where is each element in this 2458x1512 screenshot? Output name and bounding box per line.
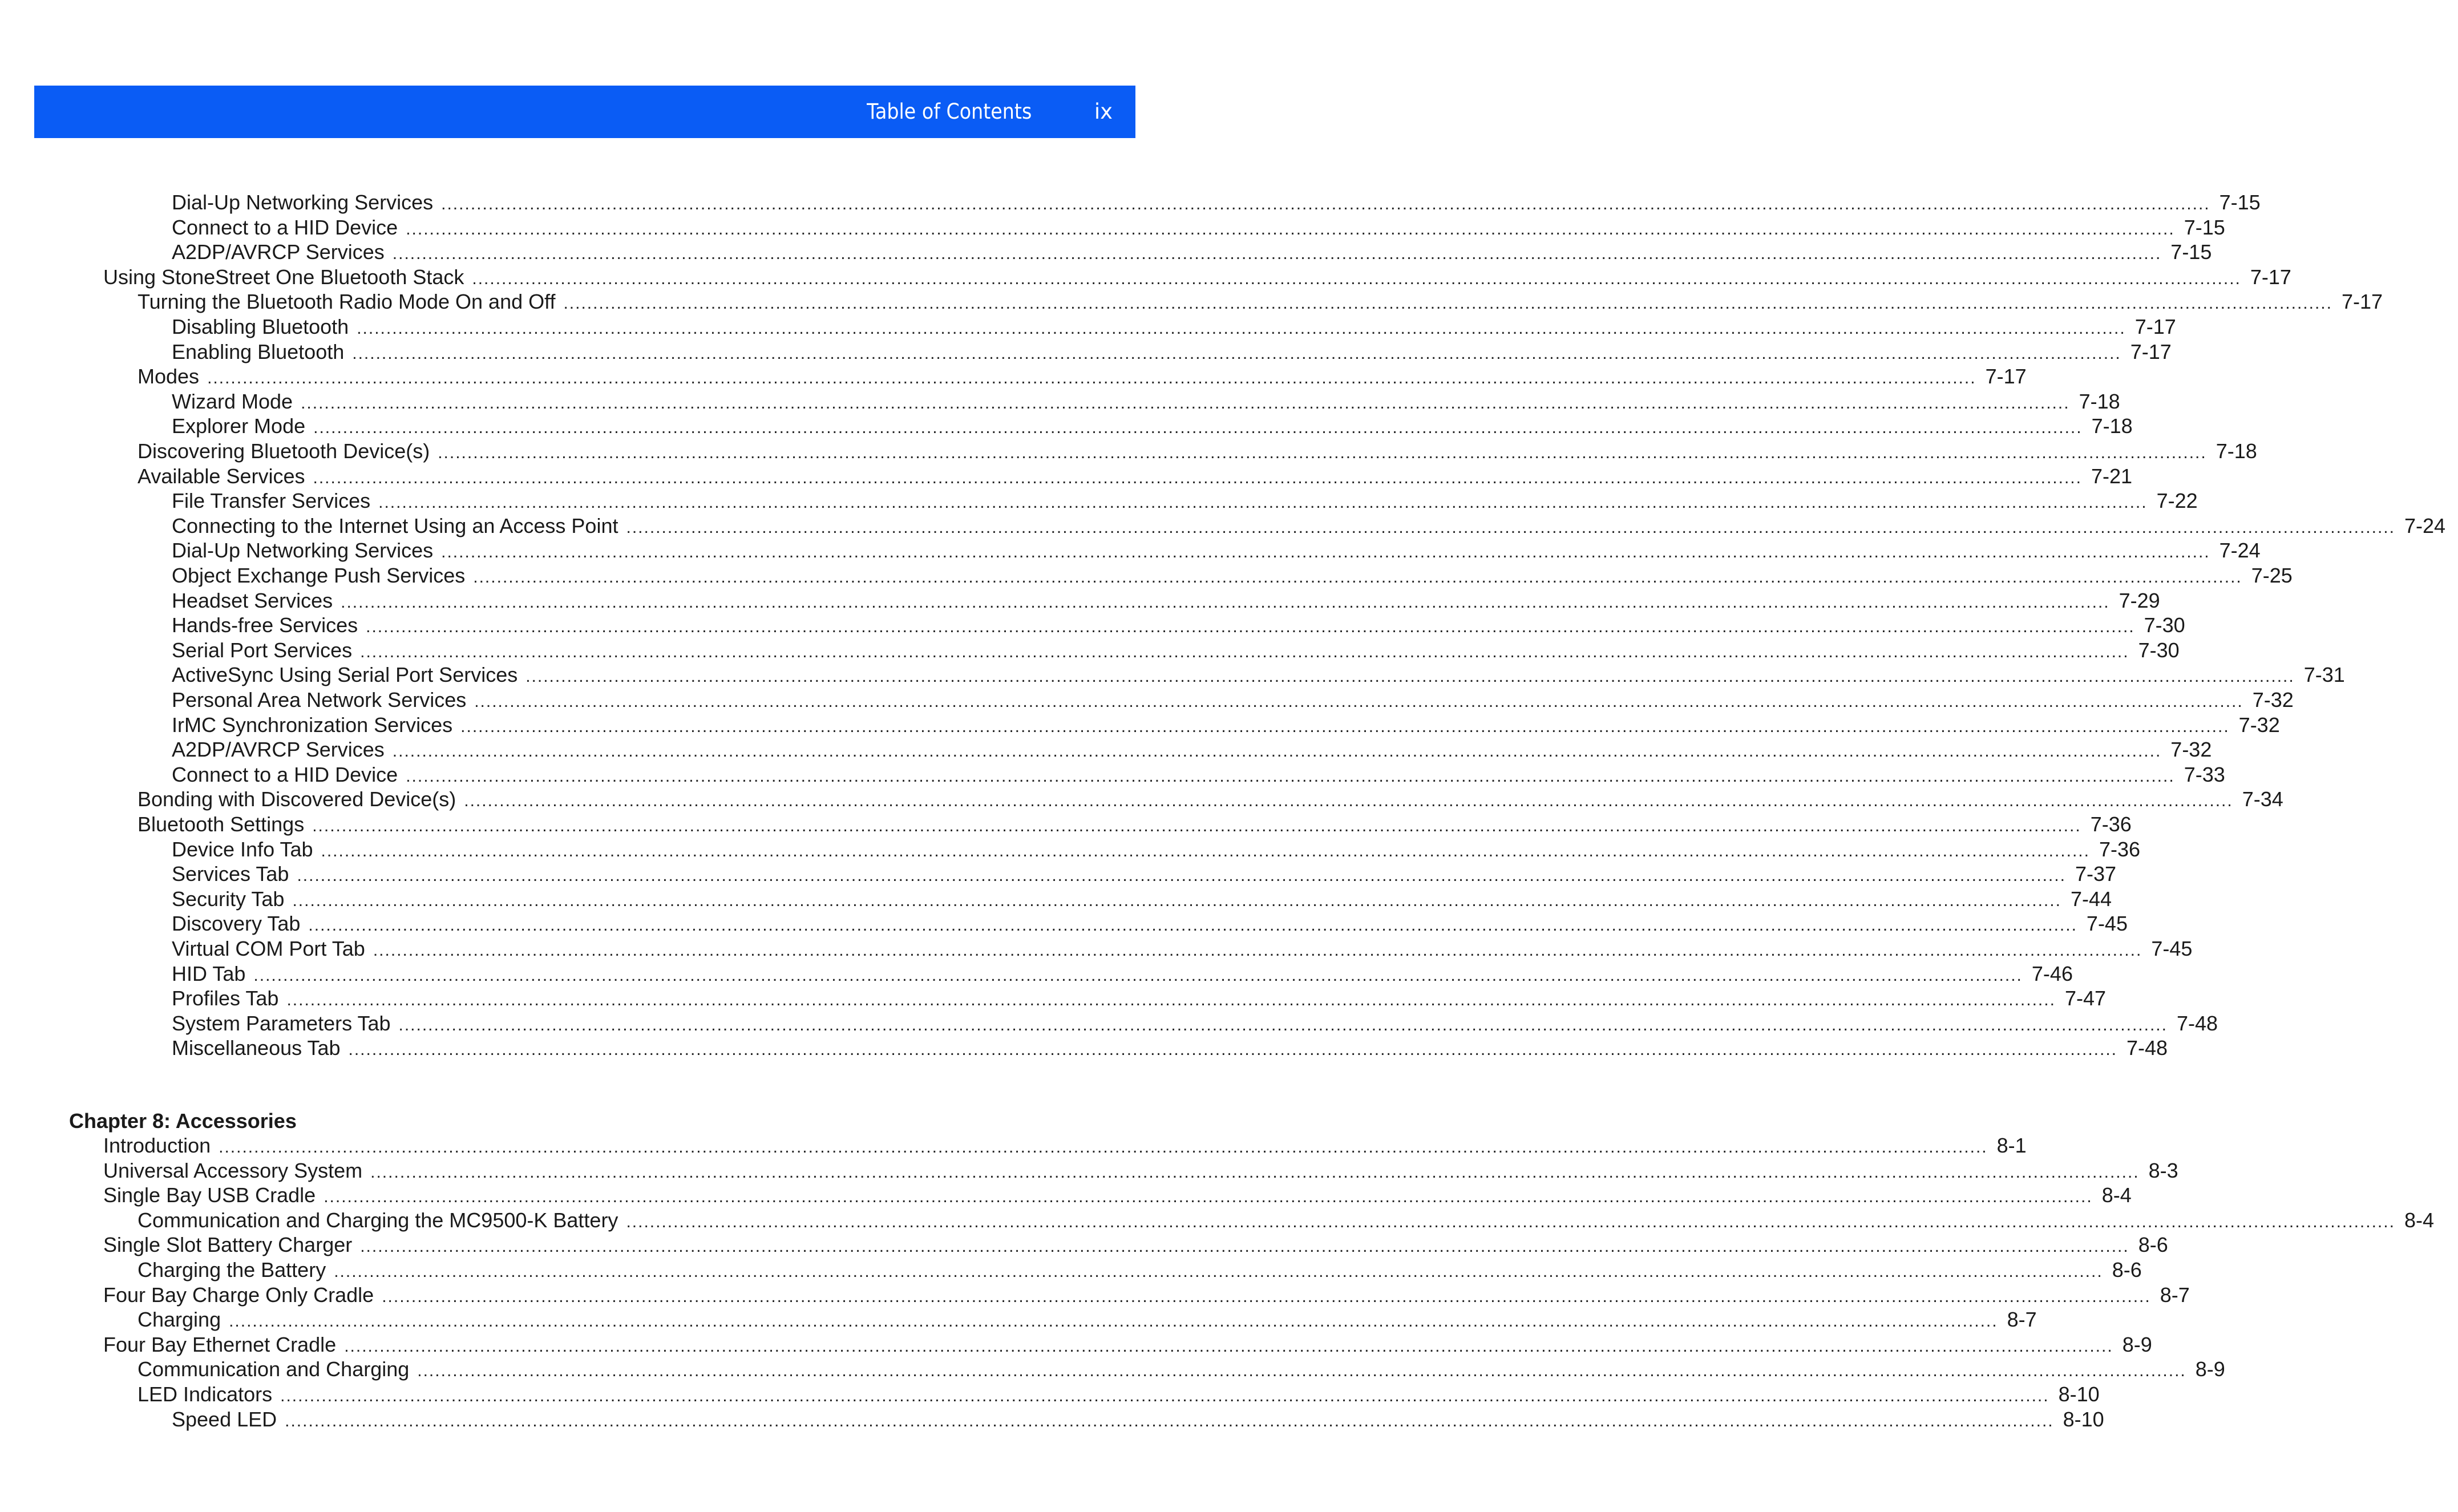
toc-entry-page: 8-6 <box>2138 1233 2168 1257</box>
toc-entry-title: Communication and Charging <box>138 1357 410 1381</box>
toc-entry[interactable] <box>172 613 2185 638</box>
toc-entry-title: Single Slot Battery Charger <box>103 1233 353 1257</box>
toc-entry-title: Dial-Up Networking Services <box>172 539 434 563</box>
toc-dot-leader: ............................................................................................................................................................................................................................................................................................................ <box>360 642 2129 661</box>
toc-dot-leader: ............................................................................................................................................................................................................................................................................................................ <box>352 343 2121 363</box>
toc-entry-title: Using StoneStreet One Bluetooth Stack <box>103 265 464 289</box>
toc-dot-leader: ............................................................................................................................................................................................................................................................................................................ <box>441 195 2210 213</box>
toc-dot-leader: ............................................................................................................................................................................................................................................................................................................ <box>460 717 2230 736</box>
toc-entry-title: A2DP/AVRCP Services <box>172 240 385 264</box>
toc-dot-leader: ............................................................................................................................................................................................................................................................................................................ <box>464 791 2233 811</box>
toc-entry-page: 7-48 <box>2127 1036 2168 1060</box>
toc-entry[interactable] <box>103 265 2291 290</box>
toc-entry-page: 8-1 <box>1996 1134 2027 1157</box>
toc-dot-leader: ............................................................................................................................................................................................................................................................................................................ <box>626 518 2395 537</box>
toc-entry-title: Object Exchange Push Services <box>172 564 466 587</box>
toc-entry[interactable] <box>172 190 2261 215</box>
toc-entry-title: File Transfer Services <box>172 489 371 513</box>
toc-dot-leader: ............................................................................................................................................................................................................................................................................................................ <box>370 1162 2140 1182</box>
toc-dot-leader: ............................................................................................................................................................................................................................................................................................................ <box>207 369 1976 388</box>
toc-entry[interactable] <box>172 538 2261 563</box>
toc-entry-title: Headset Services <box>172 588 333 612</box>
toc-entry-title: Hands-free Services <box>172 613 358 637</box>
toc-entry-page: 7-34 <box>2242 787 2283 811</box>
toc-entry[interactable] <box>172 314 2176 339</box>
header-band <box>34 86 1135 138</box>
toc-entry-page: 8-10 <box>2063 1407 2104 1431</box>
toc-entry-title: Introduction <box>103 1134 211 1157</box>
toc-entry-page: 7-33 <box>2184 762 2225 786</box>
toc-dot-leader: ............................................................................................................................................................................................................................................................................................................ <box>348 1040 2118 1060</box>
toc-entry[interactable] <box>138 1208 2434 1233</box>
toc-entry[interactable] <box>172 215 2225 240</box>
toc-entry[interactable] <box>172 1011 2218 1036</box>
toc-entry[interactable] <box>172 514 2446 539</box>
toc-entry-page: 7-36 <box>2099 837 2141 861</box>
toc-entry[interactable] <box>138 1357 2225 1382</box>
toc-entry-page: 8-6 <box>2112 1258 2142 1281</box>
toc-entry-page: 7-17 <box>2130 339 2172 363</box>
toc-entry-title: LED Indicators <box>138 1382 273 1406</box>
toc-entry-title: Available Services <box>138 464 305 488</box>
toc-entry-page: 7-24 <box>2219 539 2261 563</box>
toc-entry[interactable] <box>103 1158 2178 1183</box>
toc-entry[interactable] <box>138 464 2133 489</box>
toc-dot-leader: ............................................................................................................................................................................................................................................................................................................ <box>321 841 2090 860</box>
toc-entry-page: 8-9 <box>2122 1332 2152 1356</box>
toc-entry-page: 7-17 <box>1985 365 2027 389</box>
toc-entry[interactable] <box>172 713 2280 738</box>
toc-entry-page: 7-30 <box>2144 613 2185 637</box>
toc-entry[interactable] <box>103 1332 2152 1357</box>
toc-entry[interactable] <box>172 1407 2104 1432</box>
header-page-number: ix <box>1094 99 1113 124</box>
toc-entry[interactable] <box>138 364 2027 389</box>
toc-entry[interactable] <box>138 439 2257 464</box>
toc-entry-title: Four Bay Charge Only Cradle <box>103 1283 374 1307</box>
toc-entry[interactable] <box>172 911 2128 936</box>
toc-entry-page: 8-10 <box>2058 1382 2100 1406</box>
toc-dot-leader: ............................................................................................................................................................................................................................................................................................................ <box>472 269 2241 288</box>
toc-dot-leader: ............................................................................................................................................................................................................................................................................................................ <box>324 1187 2093 1207</box>
toc-entry-title: Bluetooth Settings <box>138 812 305 836</box>
toc-dot-leader: ............................................................................................................................................................................................................................................................................................................ <box>474 692 2243 711</box>
toc-dot-leader: ............................................................................................................................................................................................................................................................................................................ <box>525 667 2295 686</box>
toc-entry-page: 7-15 <box>2219 191 2261 214</box>
toc-entry-page: 8-7 <box>2007 1308 2037 1332</box>
toc-dot-leader: ............................................................................................................................................................................................................................................................................................................ <box>313 418 2083 438</box>
toc-dot-leader: ............................................................................................................................................................................................................................................................................................................ <box>301 393 2070 413</box>
toc-entry-page: 7-31 <box>2303 663 2345 687</box>
toc-entry-title: Speed LED <box>172 1407 277 1431</box>
toc-dot-leader: ............................................................................................................................................................................................................................................................................................................ <box>392 244 2162 264</box>
toc-entry[interactable] <box>172 688 2294 713</box>
toc-entry-title: Disabling Bluetooth <box>172 315 349 338</box>
toc-dot-leader: ............................................................................................................................................................................................................................................................................................................ <box>373 941 2142 960</box>
toc-dot-leader: ............................................................................................................................................................................................................................................................................................................ <box>312 816 2081 835</box>
toc-entry-title: A2DP/AVRCP Services <box>172 738 385 762</box>
toc-entry[interactable] <box>103 1183 2132 1208</box>
toc-entry-page: 7-32 <box>2170 738 2212 762</box>
toc-entry-page: 7-21 <box>2091 464 2133 488</box>
toc-entry-title: Four Bay Ethernet Cradle <box>103 1332 337 1356</box>
toc-entry[interactable] <box>138 787 2283 812</box>
toc-entry-page: 7-32 <box>2238 713 2280 737</box>
toc-entry-page: 8-3 <box>2148 1158 2178 1182</box>
toc-entry-page: 7-22 <box>2156 489 2198 513</box>
toc-dot-leader: ............................................................................................................................................................................................................................................................................................................ <box>229 1312 1998 1331</box>
toc-entry-title: Discovery Tab <box>172 912 301 936</box>
toc-entry-title: Security Tab <box>172 887 285 911</box>
toc-entry-page: 7-18 <box>2091 414 2133 438</box>
toc-entry[interactable] <box>172 563 2293 588</box>
toc-entry-title: Connect to a HID Device <box>172 215 398 239</box>
toc-dot-leader: ............................................................................................................................................................................................................................................................................................................ <box>334 1262 2103 1281</box>
toc-entry-page: 7-37 <box>2075 862 2116 886</box>
toc-entry-page: 7-45 <box>2086 912 2128 936</box>
toc-entry-title: Charging <box>138 1308 221 1332</box>
toc-entry-page: 8-7 <box>2160 1283 2190 1307</box>
toc-dot-leader: ............................................................................................................................................................................................................................................................................................................ <box>313 468 2082 487</box>
toc-entry[interactable] <box>172 638 2180 663</box>
toc-dot-leader: ............................................................................................................................................................................................................................................................................................................ <box>378 493 2148 512</box>
toc-entry-title: Virtual COM Port Tab <box>172 937 365 960</box>
toc-dot-leader: ............................................................................................................................................................................................................................................................................................................ <box>441 543 2210 562</box>
toc-dot-leader: ............................................................................................................................................................................................................................................................................................................ <box>280 1386 2049 1405</box>
toc-entry-title: IrMC Synchronization Services <box>172 713 453 737</box>
toc-entry-title: Profiles Tab <box>172 987 279 1010</box>
toc-entry-page: 7-44 <box>2070 887 2112 911</box>
toc-entry-page: 8-4 <box>2404 1208 2434 1232</box>
toc-dot-leader: ............................................................................................................................................................................................................................................................................................................ <box>366 617 2135 637</box>
toc-entry-page: 7-15 <box>2170 240 2212 264</box>
toc-entry-page: 7-17 <box>2250 265 2291 289</box>
toc-entry-title: Communication and Charging the MC9500-K Battery <box>138 1208 618 1232</box>
toc-dot-leader: ............................................................................................................................................................................................................................................................................................................ <box>473 568 2242 587</box>
toc-entry[interactable] <box>172 588 2160 613</box>
toc-entry-title: Modes <box>138 365 200 389</box>
toc-dot-leader: ............................................................................................................................................................................................................................................................................................................ <box>292 891 2061 910</box>
toc-entry-page: 7-17 <box>2134 315 2176 338</box>
toc-entry-title: Device Info Tab <box>172 837 313 861</box>
toc-dot-leader: ............................................................................................................................................................................................................................................................................................................ <box>392 742 2162 761</box>
toc-dot-leader: ............................................................................................................................................................................................................................................................................................................ <box>297 866 2066 886</box>
toc-entry-page: 7-18 <box>2216 439 2257 463</box>
toc-entry[interactable] <box>172 1036 2168 1061</box>
toc-dot-leader: ............................................................................................................................................................................................................................................................................................................ <box>417 1361 2186 1381</box>
toc-entry-title: Bonding with Discovered Device(s) <box>138 787 456 811</box>
toc-entry-page: 8-4 <box>2101 1183 2132 1207</box>
toc-entry-page: 7-46 <box>2031 961 2073 985</box>
toc-entry-title: Wizard Mode <box>172 389 293 413</box>
toc-entry-title: Connect to a HID Device <box>172 762 398 786</box>
toc-entry-page: 7-29 <box>2119 588 2160 612</box>
toc-entry-title: ActiveSync Using Serial Port Services <box>172 663 518 687</box>
toc-entry[interactable] <box>172 762 2225 787</box>
toc-entry-title: Universal Accessory System <box>103 1158 363 1182</box>
toc-entry[interactable] <box>172 837 2141 862</box>
toc-entry-title: Explorer Mode <box>172 414 306 438</box>
toc-entry-title: System Parameters Tab <box>172 1011 391 1035</box>
toc-entry-page: 7-17 <box>2341 290 2383 314</box>
toc-dot-leader: ............................................................................................................................................................................................................................................................................................................ <box>219 1138 1988 1157</box>
toc-entry[interactable] <box>172 389 2120 414</box>
toc-dot-leader: ............................................................................................................................................................................................................................................................................................................ <box>360 1237 2129 1256</box>
toc-entry-title: Discovering Bluetooth Device(s) <box>138 439 430 463</box>
toc-dot-leader: ............................................................................................................................................................................................................................................................................................................ <box>357 319 2126 338</box>
toc-entry-title: Turning the Bluetooth Radio Mode On and Off <box>138 290 556 314</box>
toc-entry[interactable] <box>138 812 2132 837</box>
chapter-title: Chapter 8: Accessories <box>69 1109 297 1133</box>
toc-entry[interactable] <box>172 488 2198 514</box>
toc-entry-title: Charging the Battery <box>138 1258 326 1281</box>
toc-dot-leader: ............................................................................................................................................................................................................................................................................................................ <box>253 965 2023 985</box>
toc-dot-leader: ............................................................................................................................................................................................................................................................................................................ <box>626 1212 2395 1231</box>
toc-dot-leader: ............................................................................................................................................................................................................................................................................................................ <box>563 294 2332 313</box>
toc-entry-page: 8-9 <box>2195 1357 2225 1381</box>
toc-entry-page: 7-24 <box>2404 514 2446 537</box>
toc-entry-title: Miscellaneous Tab <box>172 1036 341 1060</box>
toc-entry[interactable] <box>138 289 2383 314</box>
toc-entry[interactable] <box>172 662 2345 688</box>
toc-entry-title: Services Tab <box>172 862 289 886</box>
toc-dot-leader: ............................................................................................................................................................................................................................................................................................................ <box>341 592 2110 612</box>
toc-entry[interactable] <box>172 887 2112 912</box>
toc-entry[interactable] <box>172 240 2212 265</box>
toc-entry-page: 7-32 <box>2252 688 2294 711</box>
toc-entry-page: 7-15 <box>2184 215 2225 239</box>
toc-dot-leader: ............................................................................................................................................................................................................................................................................................................ <box>398 1015 2168 1034</box>
toc-entry-page: 7-36 <box>2090 812 2132 836</box>
toc-dot-leader: ............................................................................................................................................................................................................................................................................................................ <box>344 1336 2113 1356</box>
toc-entry-page: 7-45 <box>2151 937 2193 960</box>
toc-entry-title: Single Bay USB Cradle <box>103 1183 316 1207</box>
toc-entry-title: HID Tab <box>172 961 246 985</box>
toc-entry[interactable] <box>172 961 2073 987</box>
toc-entry-page: 7-30 <box>2138 638 2180 662</box>
toc-entry-page: 7-18 <box>2079 389 2120 413</box>
toc-entry[interactable] <box>138 1382 2100 1407</box>
toc-dot-leader: ............................................................................................................................................................................................................................................................................................................ <box>438 443 2207 462</box>
toc-entry[interactable] <box>172 936 2193 961</box>
toc-dot-leader: ............................................................................................................................................................................................................................................................................................................ <box>382 1287 2151 1306</box>
toc-entry-title: Dial-Up Networking Services <box>172 191 434 214</box>
toc-dot-leader: ............................................................................................................................................................................................................................................................................................................ <box>406 219 2175 238</box>
toc-entry[interactable] <box>172 862 2116 887</box>
toc-entry[interactable] <box>172 414 2133 439</box>
toc-entry[interactable] <box>138 1258 2142 1283</box>
toc-entry[interactable] <box>103 1283 2190 1308</box>
toc-entry-page: 7-48 <box>2176 1011 2218 1035</box>
toc-dot-leader: ............................................................................................................................................................................................................................................................................................................ <box>286 991 2056 1010</box>
toc-entry[interactable] <box>103 1133 2027 1158</box>
toc-dot-leader: ............................................................................................................................................................................................................................................................................................................ <box>285 1411 2054 1430</box>
toc-entry-title: Connecting to the Internet Using an Access Point <box>172 514 618 537</box>
toc-dot-leader: ............................................................................................................................................................................................................................................................................................................ <box>406 766 2175 786</box>
header-title: Table of Contents <box>866 99 1032 124</box>
toc-entry[interactable] <box>172 737 2212 762</box>
toc-entry[interactable] <box>138 1307 2037 1332</box>
toc-entry-page: 7-25 <box>2251 564 2293 587</box>
toc-entry[interactable] <box>172 339 2172 365</box>
toc-entry[interactable] <box>172 986 2106 1011</box>
toc-dot-leader: ............................................................................................................................................................................................................................................................................................................ <box>308 916 2077 935</box>
toc-entry-title: Serial Port Services <box>172 638 353 662</box>
toc-entry[interactable] <box>103 1232 2168 1258</box>
toc-entry-title: Personal Area Network Services <box>172 688 467 711</box>
toc-entry-page: 7-47 <box>2064 987 2106 1010</box>
toc-entry-title: Enabling Bluetooth <box>172 339 345 363</box>
